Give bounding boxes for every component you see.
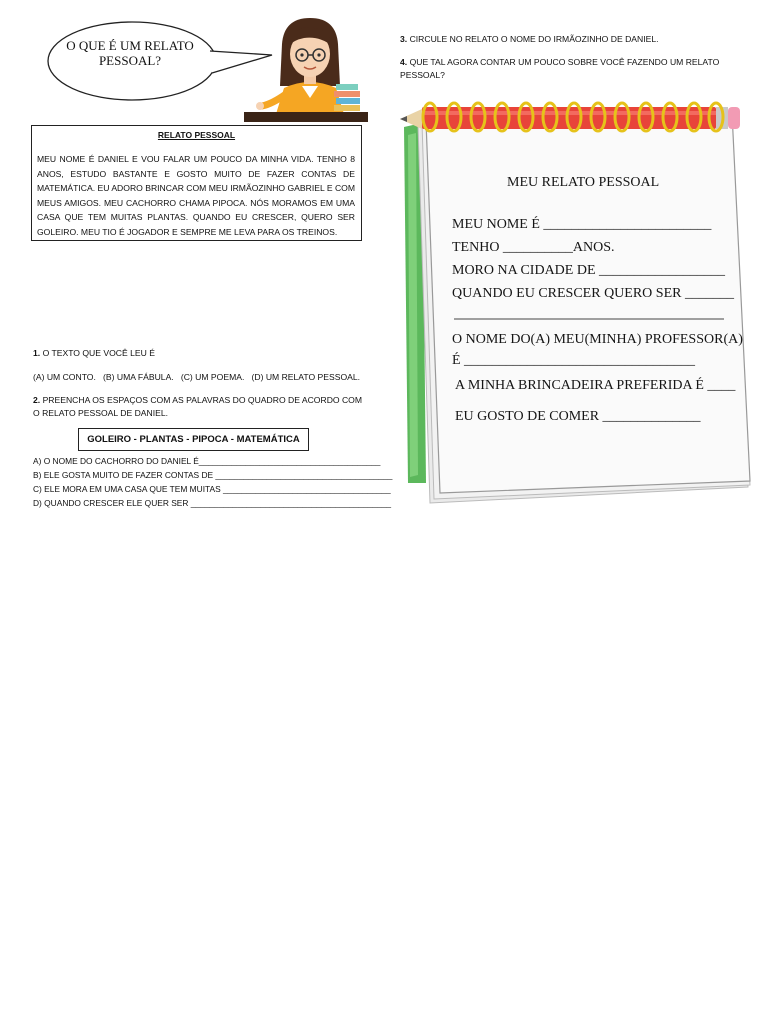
word-bank: GOLEIRO - PLANTAS - PIPOCA - MATEMÁTICA xyxy=(78,428,309,451)
question-2 xyxy=(33,394,365,420)
question-3 xyxy=(400,33,730,46)
notebook-line-future: QUANDO EU CRESCER QUERO SER _______ xyxy=(452,286,734,301)
question-4 xyxy=(400,56,730,82)
question-2-number: 2. xyxy=(33,395,41,405)
question-3-number: 3. xyxy=(400,34,408,44)
fill-item-b: B) ELE GOSTA MUITO DE FAZER CONTAS DE ______________________________________ xyxy=(33,470,393,480)
notebook-line-game: A MINHA BRINCADEIRA PREFERIDA É ____ xyxy=(455,378,736,393)
question-1-text: O TEXTO QUE VOCÊ LEU É xyxy=(42,348,155,358)
question-3-text: CIRCULE NO RELATO O NOME DO IRMÃOZINHO DE DANIEL. xyxy=(409,34,659,44)
question-4-number: 4. xyxy=(400,57,408,67)
notebook-line-age: TENHO __________ANOS. xyxy=(452,240,615,255)
teacher-illustration xyxy=(244,14,370,124)
bubble-text: O QUE É UM RELATO PESSOAL? xyxy=(66,38,194,68)
notebook-line-food: EU GOSTO DE COMER ______________ xyxy=(455,409,701,424)
question-2-text: PREENCHA OS ESPAÇOS COM AS PALAVRAS DO QUADRO DE ACORDO COM O RELATO PESSOAL DE DANIEL. xyxy=(33,395,363,418)
notebook-line-teacher-blank: É _________________________________ xyxy=(452,353,696,368)
notebook-line-city: MORO NA CIDADE DE __________________ xyxy=(452,263,725,278)
notebook-line-teacher: O NOME DO(A) MEU(MINHA) PROFESSOR(A) xyxy=(452,332,743,347)
notebook-title: MEU RELATO PESSOAL xyxy=(507,175,660,190)
relato-body: MEU NOME É DANIEL E VOU FALAR UM POUCO DA MINHA VIDA. TENHO 8 ANOS, ESTUDO BASTANTE E GOSTO MUITO DE FAZER CONTAS DE MATEMÁTICA. EU ADORO BRINCAR COM MEU IRMÃOZINHO GABRIEL E COM MEUS AMIGOS. MEU CACHORRO CHAMA PIPOCA. NÓS MORAMOS EM UMA CASA QUE TEM MUITAS PLANTAS. QUANDO EU CRESCER, QUERO SER GOLEIRO. MEU TIO É JOGADOR E SEMPRE ME LEVA PARA OS TREINOS. xyxy=(37,154,355,237)
fill-item-a: A) O NOME DO CACHORRO DO DANIEL É_______________________________________ xyxy=(33,456,381,466)
question-4-text: QUE TAL AGORA CONTAR UM POUCO SOBRE VOCÊ FAZENDO UM RELATO PESSOAL? xyxy=(400,57,720,80)
question-1 xyxy=(33,347,363,360)
fill-item-d: D) QUANDO CRESCER ELE QUER SER ___________________________________________ xyxy=(33,498,392,508)
notebook-illustration xyxy=(396,95,756,515)
question-1-number: 1. xyxy=(33,348,41,358)
notebook-line-name: MEU NOME É ________________________ xyxy=(452,217,712,232)
fill-item-c: C) ELE MORA EM UMA CASA QUE TEM MUITAS ____________________________________ xyxy=(33,484,391,494)
relato-title: RELATO PESSOAL xyxy=(157,130,236,140)
question-1-options: (A) UM CONTO. (B) UMA FÁBULA. (C) UM POEMA. (D) UM RELATO PESSOAL. xyxy=(33,372,361,382)
